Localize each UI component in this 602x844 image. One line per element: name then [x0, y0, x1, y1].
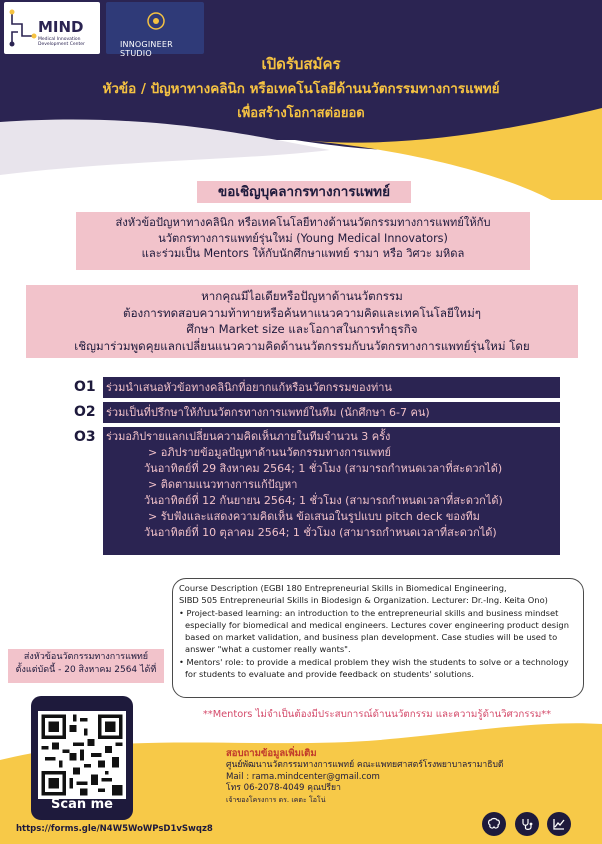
meeting-1-date: วันอาทิตย์ที่ 29 สิงหาคม 2564; 1 ชั่วโมง (สามารถกำหนดเวลาที่สะดวกได้) — [144, 462, 503, 475]
scan-me-label: Scan me — [51, 797, 113, 812]
contact-org: ศูนย์พัฒนานวัตกรรมทางการแพทย์ คณะแพทยศาสตร์โรงพยาบาลรามาธิบดี — [226, 759, 504, 770]
idea-line: ต้องการทดสอบความท้าทายหรือค้นหาแนวความคิดและเทคโนโลยีใหม่ๆ — [123, 305, 481, 320]
step-1: ร่วมนำเสนอหัวข้อทางคลินิกที่อยากแก้หรือนวัตกรรมของท่าน — [103, 377, 560, 398]
deadline-box — [8, 649, 164, 683]
step-3-title: ร่วมอภิปรายแลกเปลี่ยนความคิดเห็นภายในทีมจำนวน 3 ครั้ง — [106, 430, 391, 443]
innogineer-logo — [106, 2, 204, 58]
step-2: ร่วมเป็นที่ปรึกษาให้กับนวัตกรทางการแพทย์ในทีม (นักศึกษา 6-7 คน) — [103, 402, 560, 423]
growth-chart-icon — [547, 812, 571, 836]
course-line: • Mentors' role: to provide a medical problem they wish the students to solve or a technology — [179, 656, 569, 667]
university-seal-icon — [147, 10, 165, 32]
course-line: answer "what a customer really wants". — [185, 644, 351, 655]
course-line: especially for biomedical and medical engineers. Lectures cover engineering product design — [185, 619, 569, 630]
step-number-1: O1 — [74, 379, 96, 395]
mind-logo — [4, 2, 100, 54]
deadline-line: ตั้งแต่บัดนี้ - 20 สิงหาคม 2564 ได้ที่ — [15, 665, 157, 675]
intro-line: และร่วมเป็น Mentors ให้กับนักศึกษาแพทย์ รามา หรือ วิศวะ มหิดล — [141, 247, 465, 260]
contact-info — [226, 748, 504, 807]
idea-line: หากคุณมีไอเดียหรือปัญหาด้านนวัตกรรม — [201, 289, 403, 303]
contact-owner: เจ้าของโครงการ ดร. เคตะ โอโน่ — [226, 796, 326, 805]
contact-title: สอบถามข้อมูลเพิ่มเติม — [226, 748, 317, 759]
mind-logo-subtext: Medical Innovation Development Center — [38, 37, 85, 47]
meeting-3-topic: > รับฟังและแสดงความคิดเห็น ข้อเสนอในรูปแบบ pitch deck ของทีม — [148, 510, 480, 523]
circuit-icon — [8, 8, 38, 48]
contact-phone[interactable]: โทร 06-2078-4049 คุณปรียา — [226, 783, 341, 794]
header-tagline: เพื่อสร้างโอกาสต่อยอด — [237, 106, 365, 121]
meeting-1-topic: > อภิปรายข้อมูลปัญหาด้านนวัตกรรมทางการแพทย์ — [148, 446, 391, 459]
meeting-3-date: วันอาทิตย์ที่ 10 ตุลาคม 2564; 1 ชั่วโมง (สามารถกำหนดเวลาที่สะดวกได้) — [144, 526, 497, 539]
header-subtitle: หัวข้อ / ปัญหาทางคลินิก หรือเทคโนโลยีด้านนวัตกรรมทางการแพทย์ — [102, 81, 500, 97]
course-line: Course Description (EGBI 180 Entrepreneurial Skills in Biomedical Engineering, — [179, 583, 507, 593]
course-line: SIBD 505 Entrepreneurial Skills in Biodesign & Organization. Lecturer: Dr.-Ing. Keita Ono) — [179, 595, 548, 606]
idea-line: ศึกษา Market size และโอกาสในการทำธุรกิจ — [186, 322, 418, 336]
idea-line: เชิญมาร่วมพูดคุยแลกเปลี่ยนแนวความคิดด้านนวัตกรรมกับนวัตกรทางการแพทย์รุ่นใหม่ โดย — [74, 338, 530, 353]
mind-logo-text: MIND — [38, 18, 84, 36]
invite-heading: ขอเชิญบุคลากรทางการแพทย์ — [197, 181, 411, 203]
brain-icon — [482, 812, 506, 836]
step-number-2: O2 — [74, 404, 96, 420]
idea-paragraph — [26, 285, 578, 358]
intro-paragraph — [76, 212, 530, 270]
course-line: • Project-based learning: an introduction to the entrepreneurial skills and business mindset — [179, 607, 559, 618]
step-3 — [103, 427, 560, 555]
meeting-2-date: วันอาทิตย์ที่ 12 กันยายน 2564; 1 ชั่วโมง (สามารถกำหนดเวลาที่สะดวกได้) — [144, 494, 503, 507]
innogineer-logo-text: INNOGINEER STUDIO — [120, 40, 173, 58]
contact-email[interactable]: Mail : rama.mindcenter@gmail.com — [226, 771, 380, 782]
deadline-line: ส่งหัวข้อนวัตกรรมทางการแพทย์ — [23, 652, 149, 662]
header-title: เปิดรับสมัคร — [261, 55, 341, 73]
step-number-3: O3 — [74, 429, 96, 445]
intro-line: นวัตกรทางการแพทย์รุ่นใหม่ (Young Medical Innovators) — [158, 231, 448, 245]
course-line: for students to evaluate and provide feedback on students' solutions. — [185, 669, 474, 680]
qr-code[interactable] — [38, 711, 126, 799]
course-description-box — [172, 578, 584, 698]
form-link[interactable]: https://forms.gle/N4W5WoWPsD1vSwqz8 — [16, 824, 213, 834]
meeting-2-topic: > ติดตามแนวทางการแก้ปัญหา — [148, 478, 298, 491]
stethoscope-icon — [515, 812, 539, 836]
intro-line: ส่งหัวข้อปัญหาทางคลินิก หรือเทคโนโลยีทางด้านนวัตกรรมทางการแพทย์ให้กับ — [115, 216, 491, 229]
course-line: based on market validation, and business plan development. Case studies will be used to — [185, 632, 558, 643]
mentor-note: **Mentors ไม่จำเป็นต้องมีประสบการณ์ด้านนวัตกรรม และความรู้ด้านวิศวกรรม** — [202, 709, 552, 720]
